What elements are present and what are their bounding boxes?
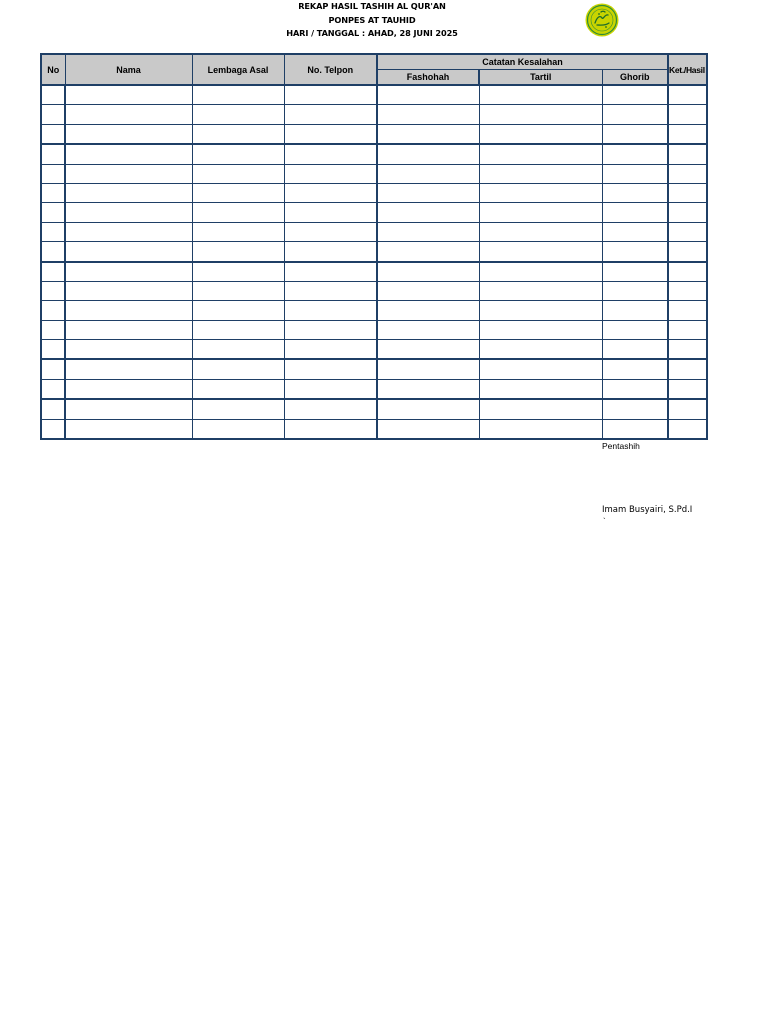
table-row	[41, 419, 707, 439]
cell-tartil[interactable]	[479, 144, 602, 164]
cell-tartil[interactable]	[479, 301, 602, 320]
cell-ket[interactable]	[668, 105, 707, 124]
cell-fashohah[interactable]	[377, 379, 479, 399]
cell-nama[interactable]	[65, 281, 192, 300]
cell-lembaga[interactable]	[192, 301, 284, 320]
cell-nama[interactable]	[65, 85, 192, 105]
cell-fashohah[interactable]	[377, 144, 479, 164]
table-row	[41, 124, 707, 144]
cell-ghorib[interactable]	[602, 222, 668, 241]
cell-lembaga[interactable]	[192, 222, 284, 241]
cell-ket[interactable]	[668, 124, 707, 144]
cell-fashohah[interactable]	[377, 281, 479, 300]
cell-ghorib[interactable]	[602, 379, 668, 399]
cell-tartil[interactable]	[479, 105, 602, 124]
cell-fashohah[interactable]	[377, 359, 479, 379]
cell-telpon[interactable]	[284, 399, 377, 419]
cell-nama[interactable]	[65, 144, 192, 164]
cell-telpon[interactable]	[284, 359, 377, 379]
cell-lembaga[interactable]	[192, 144, 284, 164]
cell-ket[interactable]	[668, 222, 707, 241]
cell-fashohah[interactable]	[377, 320, 479, 339]
table-row	[41, 262, 707, 282]
cell-tartil[interactable]	[479, 399, 602, 419]
cell-telpon[interactable]	[284, 144, 377, 164]
cell-ket[interactable]	[668, 183, 707, 202]
cell-ket[interactable]	[668, 203, 707, 222]
cell-no[interactable]	[41, 281, 65, 300]
cell-nama[interactable]	[65, 379, 192, 399]
cell-telpon[interactable]	[284, 320, 377, 339]
cell-ket[interactable]	[668, 85, 707, 105]
cell-ket[interactable]	[668, 419, 707, 439]
cell-lembaga[interactable]	[192, 359, 284, 379]
document-title-block	[222, 0, 522, 41]
column-header-lembaga-asal: Lembaga Asal	[192, 54, 284, 85]
cell-ket[interactable]	[668, 379, 707, 399]
cell-ket[interactable]	[668, 144, 707, 164]
cell-tartil[interactable]	[479, 379, 602, 399]
cell-nama[interactable]	[65, 183, 192, 202]
table-row	[41, 399, 707, 419]
cell-nama[interactable]	[65, 222, 192, 241]
cell-ghorib[interactable]	[602, 419, 668, 439]
document-title: REKAP HASIL TASHIH AL QUR'AN	[298, 1, 446, 11]
cell-lembaga[interactable]	[192, 340, 284, 360]
cell-ghorib[interactable]	[602, 399, 668, 419]
cell-lembaga[interactable]	[192, 242, 284, 262]
cell-ket[interactable]	[668, 262, 707, 282]
column-header-no: No	[41, 54, 65, 85]
cell-nama[interactable]	[65, 105, 192, 124]
cell-nama[interactable]	[65, 262, 192, 282]
cell-no[interactable]	[41, 419, 65, 439]
cell-tartil[interactable]	[479, 340, 602, 360]
cell-tartil[interactable]	[479, 242, 602, 262]
cell-no[interactable]	[41, 222, 65, 241]
document-date: HARI / TANGGAL : AHAD, 28 JUNI 2025	[286, 28, 458, 38]
cell-telpon[interactable]	[284, 105, 377, 124]
signature-mark: `	[603, 517, 606, 526]
table-row	[41, 320, 707, 339]
cell-tartil[interactable]	[479, 419, 602, 439]
cell-tartil[interactable]	[479, 203, 602, 222]
cell-telpon[interactable]	[284, 203, 377, 222]
institution-name: PONPES AT TAUHID	[328, 14, 416, 25]
cell-no[interactable]	[41, 242, 65, 262]
cell-fashohah[interactable]	[377, 222, 479, 241]
cell-ghorib[interactable]	[602, 105, 668, 124]
cell-lembaga[interactable]	[192, 379, 284, 399]
cell-lembaga[interactable]	[192, 399, 284, 419]
table-row	[41, 301, 707, 320]
cell-no[interactable]	[41, 203, 65, 222]
cell-fashohah[interactable]	[377, 419, 479, 439]
cell-ghorib[interactable]	[602, 183, 668, 202]
cell-ket[interactable]	[668, 340, 707, 360]
signature-label: Pentashih	[602, 441, 640, 451]
cell-ghorib[interactable]	[602, 301, 668, 320]
cell-tartil[interactable]	[479, 281, 602, 300]
cell-ghorib[interactable]	[602, 164, 668, 183]
cell-ghorib[interactable]	[602, 144, 668, 164]
table-row	[41, 222, 707, 241]
cell-nama[interactable]	[65, 340, 192, 360]
cell-nama[interactable]	[65, 359, 192, 379]
cell-lembaga[interactable]	[192, 105, 284, 124]
cell-lembaga[interactable]	[192, 203, 284, 222]
cell-ghorib[interactable]	[602, 340, 668, 360]
recap-table	[40, 53, 708, 440]
table-row	[41, 183, 707, 202]
cell-lembaga[interactable]	[192, 164, 284, 183]
cell-no[interactable]	[41, 301, 65, 320]
cell-nama[interactable]	[65, 203, 192, 222]
cell-fashohah[interactable]	[377, 105, 479, 124]
column-header-tartil: Tartil	[479, 70, 602, 86]
cell-nama[interactable]	[65, 399, 192, 419]
cell-fashohah[interactable]	[377, 301, 479, 320]
cell-ket[interactable]	[668, 242, 707, 262]
cell-no[interactable]	[41, 105, 65, 124]
cell-tartil[interactable]	[479, 164, 602, 183]
cell-nama[interactable]	[65, 124, 192, 144]
cell-no[interactable]	[41, 340, 65, 360]
cell-fashohah[interactable]	[377, 262, 479, 282]
table-row	[41, 85, 707, 105]
cell-ghorib[interactable]	[602, 124, 668, 144]
cell-nama[interactable]	[65, 242, 192, 262]
cell-fashohah[interactable]	[377, 340, 479, 360]
cell-tartil[interactable]	[479, 262, 602, 282]
table-row	[41, 340, 707, 360]
cell-ket[interactable]	[668, 320, 707, 339]
cell-ket[interactable]	[668, 281, 707, 300]
cell-ket[interactable]	[668, 399, 707, 419]
column-header-nama: Nama	[65, 54, 192, 85]
cell-fashohah[interactable]	[377, 164, 479, 183]
cell-ket[interactable]	[668, 164, 707, 183]
cell-fashohah[interactable]	[377, 203, 479, 222]
cell-lembaga[interactable]	[192, 124, 284, 144]
cell-fashohah[interactable]	[377, 85, 479, 105]
cell-telpon[interactable]	[284, 85, 377, 105]
column-header-no-telpon: No. Telpon	[284, 54, 377, 85]
cell-telpon[interactable]	[284, 379, 377, 399]
cell-ghorib[interactable]	[602, 85, 668, 105]
cell-telpon[interactable]	[284, 281, 377, 300]
cell-ket[interactable]	[668, 359, 707, 379]
cell-fashohah[interactable]	[377, 242, 479, 262]
cell-ghorib[interactable]	[602, 320, 668, 339]
cell-telpon[interactable]	[284, 124, 377, 144]
cell-fashohah[interactable]	[377, 124, 479, 144]
cell-tartil[interactable]	[479, 85, 602, 105]
column-header-fashohah: Fashohah	[377, 70, 479, 86]
cell-tartil[interactable]	[479, 222, 602, 241]
cell-lembaga[interactable]	[192, 262, 284, 282]
cell-ghorib[interactable]	[602, 262, 668, 282]
cell-tartil[interactable]	[479, 124, 602, 144]
table-row	[41, 281, 707, 300]
cell-lembaga[interactable]	[192, 419, 284, 439]
cell-ghorib[interactable]	[602, 281, 668, 300]
cell-telpon[interactable]	[284, 242, 377, 262]
cell-telpon[interactable]	[284, 222, 377, 241]
cell-ket[interactable]	[668, 301, 707, 320]
cell-nama[interactable]	[65, 164, 192, 183]
cell-nama[interactable]	[65, 301, 192, 320]
table-row	[41, 105, 707, 124]
table-row	[41, 242, 707, 262]
cell-lembaga[interactable]	[192, 85, 284, 105]
cell-fashohah[interactable]	[377, 399, 479, 419]
cell-no[interactable]	[41, 320, 65, 339]
cell-no[interactable]	[41, 379, 65, 399]
column-header-ket-hasil: Ket./Hasil	[668, 54, 707, 85]
cell-no[interactable]	[41, 164, 65, 183]
cell-telpon[interactable]	[284, 183, 377, 202]
cell-nama[interactable]	[65, 419, 192, 439]
cell-tartil[interactable]	[479, 320, 602, 339]
table-row	[41, 164, 707, 183]
cell-telpon[interactable]	[284, 164, 377, 183]
cell-ghorib[interactable]	[602, 359, 668, 379]
cell-no[interactable]	[41, 85, 65, 105]
cell-telpon[interactable]	[284, 262, 377, 282]
table-row	[41, 144, 707, 164]
cell-no[interactable]	[41, 124, 65, 144]
table-body	[41, 85, 707, 439]
cell-telpon[interactable]	[284, 340, 377, 360]
cell-ghorib[interactable]	[602, 203, 668, 222]
cell-no[interactable]	[41, 144, 65, 164]
table-row	[41, 203, 707, 222]
table-row	[41, 359, 707, 379]
cell-no[interactable]	[41, 399, 65, 419]
cell-lembaga[interactable]	[192, 320, 284, 339]
cell-tartil[interactable]	[479, 359, 602, 379]
signature-name: Imam Busyairi, S.Pd.I	[602, 505, 693, 515]
table-row	[41, 379, 707, 399]
cell-ghorib[interactable]	[602, 242, 668, 262]
cell-telpon[interactable]	[284, 301, 377, 320]
cell-no[interactable]	[41, 359, 65, 379]
cell-fashohah[interactable]	[377, 183, 479, 202]
cell-tartil[interactable]	[479, 183, 602, 202]
cell-no[interactable]	[41, 262, 65, 282]
cell-lembaga[interactable]	[192, 183, 284, 202]
column-header-ghorib: Ghorib	[602, 70, 668, 86]
column-group-catatan-kesalahan: Catatan Kesalahan	[377, 54, 668, 70]
cell-nama[interactable]	[65, 320, 192, 339]
cell-lembaga[interactable]	[192, 281, 284, 300]
cell-telpon[interactable]	[284, 419, 377, 439]
cell-no[interactable]	[41, 183, 65, 202]
ponpes-seal-logo-icon	[585, 3, 619, 37]
